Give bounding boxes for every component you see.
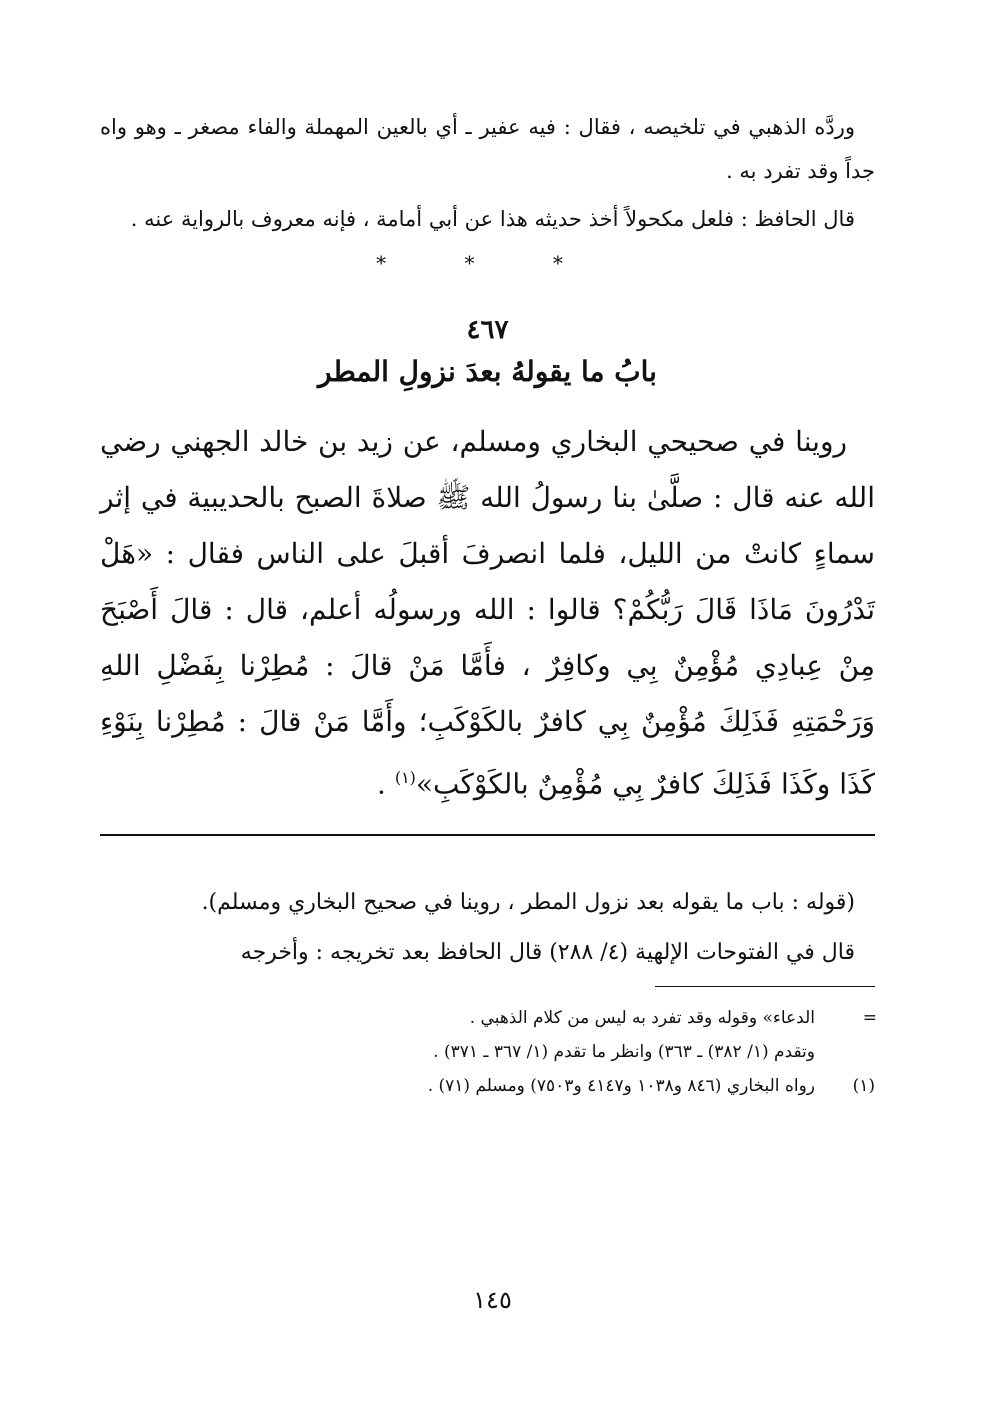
- footnote-continuation-line-2: وتقدم (١/ ٣٨٢) ـ ٣٦٣) وانظر ما تقدم (١/ ٣٦٧ ـ ٣٧١) .: [433, 1042, 815, 1063]
- hadith-end: .: [377, 767, 395, 801]
- hadith-text: [100, 414, 875, 812]
- footnote-ref-1[interactable]: (١): [394, 768, 416, 787]
- footnote-1: [100, 1069, 875, 1103]
- footnote-continuation-line-1: الدعاء» وقوله وقد تفرد به ليس من كلام الذهبي .: [469, 1008, 815, 1029]
- footnotes-block: [100, 1001, 875, 1103]
- footnote-continuation-2: [100, 1035, 875, 1069]
- page-body: [100, 105, 875, 1103]
- footnote-1-number: (١): [852, 1076, 875, 1097]
- top-paragraph-2: قال الحافظ : فلعل مكحولاً أخذ حديثه هذا عن أبي أمامة ، فإنه معروف بالرواية عنه .: [130, 207, 855, 231]
- commentary-paragraph-1: (قوله : باب ما يقوله بعد نزول المطر ، روينا في صحيح البخاري ومسلم).: [201, 890, 855, 916]
- main-text-divider: [100, 834, 875, 836]
- footnote-1-text: رواه البخاري (٨٤٦ و١٠٣٨ و٤١٤٧ و٧٥٠٣) ومسلم (٧١) .: [427, 1076, 815, 1097]
- top-paragraph-1: وردَّه الذهبي في تلخيصه ، فقال : فيه عفير ـ أي بالعين المهملة والفاء مصغر ـ وهو واه جداً وقد تفرد به .: [100, 115, 875, 183]
- commentary-paragraph-2: قال في الفتوحات الإلهية (٤/ ٢٨٨) قال الحافظ بعد تخريجه : وأخرجه: [240, 940, 855, 966]
- chapter-number: ٤٦٧: [466, 315, 509, 345]
- commentary-block: [100, 880, 875, 976]
- footnote-continuation: [100, 1001, 875, 1035]
- section-separator: * * *: [376, 251, 599, 275]
- chapter-title: بابُ ما يقولهُ بعدَ نزولِ المطر: [318, 355, 657, 388]
- hadith-body: روينا في صحيحي البخاري ومسلم، عن زيد بن خالد الجهني رضي الله عنه قال : صلَّىٰ بنا رسولُ الله ﷺ صلاةَ الصبح بالحديبية في إثر سماءٍ كانتْ من الليل، فلما انصرفَ أقبلَ على الناس فقال : «هَلْ تَدْرُونَ مَاذَا قَالَ رَبُّكُمْ؟ قالوا : الله ورسولُه أعلم، قال : قالَ أَصْبَحَ مِنْ عِبادِي مُؤْمِنٌ بِي وكافِرٌ ، فأَمَّا مَنْ قالَ : مُطِرْنا بِفَضْلِ اللهِ وَرَحْمَتِهِ فَذَلِكَ مُؤْمِنٌ بِي كافرٌ بالكَوْكَبِ؛ وأَمَّا مَنْ قالَ : مُطِرْنا بِنَوْءِ كَذَا وكَذَا فَذَلِكَ كافرٌ بِي مُؤْمِنٌ بالكَوْكَبِ»: [100, 425, 875, 801]
- footnote-divider: [655, 986, 875, 987]
- continuation-mark: =: [862, 1008, 877, 1029]
- page-number: ١٤٥: [473, 1286, 512, 1314]
